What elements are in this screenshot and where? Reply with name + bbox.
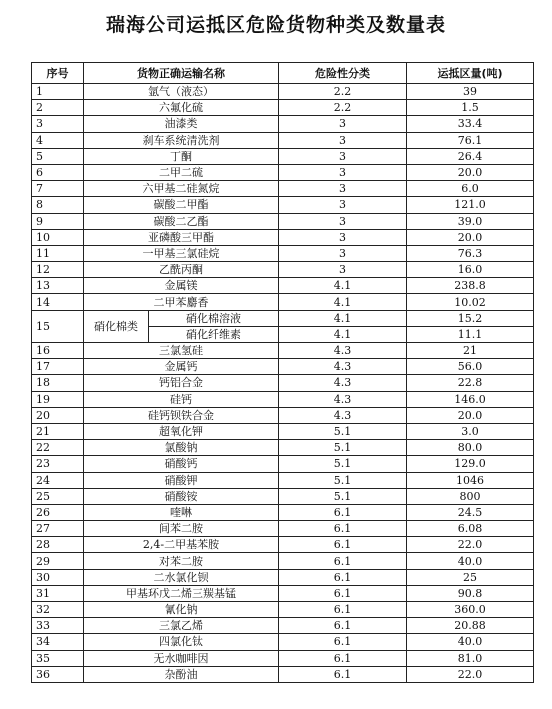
cell-goods-name: 油漆类 — [84, 116, 279, 132]
cell-quantity: 56.0 — [407, 359, 534, 375]
cell-hazard-class: 6.1 — [279, 618, 407, 634]
cell-hazard-class: 3 — [279, 229, 407, 245]
cell-quantity: 26.4 — [407, 148, 534, 164]
cell-goods-name: 杂酚油 — [84, 666, 279, 682]
cell-quantity: 146.0 — [407, 391, 534, 407]
cell-quantity: 20.0 — [407, 164, 534, 180]
cell-hazard-class: 4.3 — [279, 359, 407, 375]
cell-quantity: 40.0 — [407, 634, 534, 650]
cell-group-name: 硝化棉类 — [84, 310, 149, 342]
cell-goods-name: 间苯二胺 — [84, 521, 279, 537]
cell-quantity: 25 — [407, 569, 534, 585]
table-row — [32, 359, 534, 375]
table-row — [32, 634, 534, 650]
header-quantity: 运抵区量(吨) — [407, 63, 534, 84]
cell-sub-goods-name: 硝化纤维素 — [149, 326, 279, 342]
table-row — [32, 116, 534, 132]
cell-hazard-class: 4.1 — [279, 294, 407, 310]
cell-serial-no: 9 — [32, 213, 84, 229]
cell-serial-no: 15 — [32, 310, 84, 342]
cell-goods-name: 丁酮 — [84, 148, 279, 164]
cell-goods-name: 氩气（液态） — [84, 84, 279, 100]
table-row — [32, 213, 534, 229]
cell-goods-name: 金属镁 — [84, 278, 279, 294]
cell-quantity: 20.88 — [407, 618, 534, 634]
cell-hazard-class: 6.1 — [279, 553, 407, 569]
table-row — [32, 440, 534, 456]
table-row — [32, 553, 534, 569]
cell-hazard-class: 6.1 — [279, 666, 407, 682]
cell-goods-name: 四氯化钛 — [84, 634, 279, 650]
cell-serial-no: 17 — [32, 359, 84, 375]
cell-goods-name: 硅钙 — [84, 391, 279, 407]
cell-quantity: 800 — [407, 488, 534, 504]
cell-hazard-class: 3 — [279, 132, 407, 148]
cell-serial-no: 16 — [32, 343, 84, 359]
table-row — [32, 181, 534, 197]
cell-hazard-class: 5.1 — [279, 472, 407, 488]
cell-hazard-class: 4.1 — [279, 278, 407, 294]
cell-serial-no: 27 — [32, 521, 84, 537]
header-serial-no: 序号 — [32, 63, 84, 84]
cell-serial-no: 26 — [32, 504, 84, 520]
cell-quantity: 20.0 — [407, 407, 534, 423]
cell-serial-no: 32 — [32, 602, 84, 618]
cell-hazard-class: 6.1 — [279, 569, 407, 585]
table-row — [32, 504, 534, 520]
table-row — [32, 391, 534, 407]
table-row — [32, 650, 534, 666]
cell-quantity: 21 — [407, 343, 534, 359]
cell-serial-no: 35 — [32, 650, 84, 666]
cell-serial-no: 7 — [32, 181, 84, 197]
cell-serial-no: 21 — [32, 423, 84, 439]
cell-hazard-class: 3 — [279, 164, 407, 180]
cell-serial-no: 25 — [32, 488, 84, 504]
cell-quantity: 16.0 — [407, 262, 534, 278]
table-row — [32, 456, 534, 472]
table-header-row — [32, 63, 534, 84]
cell-serial-no: 28 — [32, 537, 84, 553]
cell-serial-no: 30 — [32, 569, 84, 585]
cell-goods-name: 钙铝合金 — [84, 375, 279, 391]
cell-hazard-class: 3 — [279, 262, 407, 278]
cell-quantity: 10.02 — [407, 294, 534, 310]
cell-quantity: 3.0 — [407, 423, 534, 439]
cell-quantity: 40.0 — [407, 553, 534, 569]
table-row — [32, 375, 534, 391]
cell-serial-no: 19 — [32, 391, 84, 407]
cell-quantity: 15.2 — [407, 310, 534, 326]
table-row — [32, 310, 534, 326]
table-row — [32, 569, 534, 585]
table-row — [32, 537, 534, 553]
cell-serial-no: 23 — [32, 456, 84, 472]
cell-hazard-class: 3 — [279, 181, 407, 197]
table-row — [32, 472, 534, 488]
cell-hazard-class: 3 — [279, 148, 407, 164]
cell-quantity: 90.8 — [407, 585, 534, 601]
cell-quantity: 1046 — [407, 472, 534, 488]
cell-hazard-class: 5.1 — [279, 488, 407, 504]
cell-goods-name: 硅钙钡铁合金 — [84, 407, 279, 423]
cell-hazard-class: 3 — [279, 213, 407, 229]
page-title: 瑞海公司运抵区危险货物种类及数量表 — [105, 14, 446, 36]
cell-serial-no: 20 — [32, 407, 84, 423]
cell-goods-name: 一甲基三氯硅烷 — [84, 245, 279, 261]
cell-hazard-class: 4.3 — [279, 391, 407, 407]
cell-serial-no: 5 — [32, 148, 84, 164]
cell-serial-no: 14 — [32, 294, 84, 310]
cell-serial-no: 8 — [32, 197, 84, 213]
cell-quantity: 39 — [407, 84, 534, 100]
cell-quantity: 80.0 — [407, 440, 534, 456]
header-hazard-class: 危险性分类 — [279, 63, 407, 84]
cell-hazard-class: 5.1 — [279, 440, 407, 456]
cell-goods-name: 对苯二胺 — [84, 553, 279, 569]
cell-quantity: 6.0 — [407, 181, 534, 197]
cell-serial-no: 33 — [32, 618, 84, 634]
cell-goods-name: 三氯乙烯 — [84, 618, 279, 634]
cell-hazard-class: 4.1 — [279, 310, 407, 326]
cell-serial-no: 22 — [32, 440, 84, 456]
cell-serial-no: 11 — [32, 245, 84, 261]
cell-goods-name: 六氟化硫 — [84, 100, 279, 116]
cell-serial-no: 24 — [32, 472, 84, 488]
cell-serial-no: 1 — [32, 84, 84, 100]
cell-hazard-class: 4.1 — [279, 326, 407, 342]
table-row — [32, 488, 534, 504]
cell-hazard-class: 3 — [279, 116, 407, 132]
cell-hazard-class: 6.1 — [279, 504, 407, 520]
table-row — [32, 229, 534, 245]
cell-goods-name: 刹车系统清洗剂 — [84, 132, 279, 148]
cell-serial-no: 2 — [32, 100, 84, 116]
cell-hazard-class: 6.1 — [279, 650, 407, 666]
cell-hazard-class: 2.2 — [279, 84, 407, 100]
cell-serial-no: 10 — [32, 229, 84, 245]
cell-goods-name: 二水氯化钡 — [84, 569, 279, 585]
cell-goods-name: 超氧化钾 — [84, 423, 279, 439]
cell-serial-no: 29 — [32, 553, 84, 569]
cell-hazard-class: 5.1 — [279, 423, 407, 439]
cell-goods-name: 喹啉 — [84, 504, 279, 520]
cell-serial-no: 12 — [32, 262, 84, 278]
table-row — [32, 423, 534, 439]
cell-hazard-class: 3 — [279, 245, 407, 261]
table-row — [32, 84, 534, 100]
cell-hazard-class: 3 — [279, 197, 407, 213]
cell-hazard-class: 5.1 — [279, 456, 407, 472]
cell-quantity: 76.1 — [407, 132, 534, 148]
table-row — [32, 164, 534, 180]
table-row — [32, 262, 534, 278]
table-row — [32, 148, 534, 164]
cell-goods-name: 碳酸二乙酯 — [84, 213, 279, 229]
table-row — [32, 521, 534, 537]
table-row — [32, 245, 534, 261]
cell-quantity: 20.0 — [407, 229, 534, 245]
cell-quantity: 24.5 — [407, 504, 534, 520]
table-body — [32, 84, 534, 683]
cell-serial-no: 31 — [32, 585, 84, 601]
cell-hazard-class: 4.3 — [279, 375, 407, 391]
cell-goods-name: 氯酸钠 — [84, 440, 279, 456]
cell-goods-name: 碳酸二甲酯 — [84, 197, 279, 213]
header-goods-name: 货物正确运输名称 — [84, 63, 279, 84]
cell-goods-name: 亚磷酸三甲酯 — [84, 229, 279, 245]
cell-serial-no: 4 — [32, 132, 84, 148]
table-row — [32, 132, 534, 148]
table-row — [32, 197, 534, 213]
cell-hazard-class: 6.1 — [279, 602, 407, 618]
cell-serial-no: 13 — [32, 278, 84, 294]
cell-hazard-class: 6.1 — [279, 537, 407, 553]
cell-quantity: 11.1 — [407, 326, 534, 342]
cell-quantity: 22.0 — [407, 666, 534, 682]
table-row — [32, 100, 534, 116]
cell-serial-no: 34 — [32, 634, 84, 650]
cell-hazard-class: 4.3 — [279, 407, 407, 423]
cell-quantity: 22.8 — [407, 375, 534, 391]
cell-quantity: 33.4 — [407, 116, 534, 132]
cell-goods-name: 氰化钠 — [84, 602, 279, 618]
cell-quantity: 76.3 — [407, 245, 534, 261]
table-row — [32, 585, 534, 601]
cell-goods-name: 硝酸钾 — [84, 472, 279, 488]
cell-quantity: 81.0 — [407, 650, 534, 666]
cell-quantity: 129.0 — [407, 456, 534, 472]
cell-quantity: 238.8 — [407, 278, 534, 294]
cell-hazard-class: 2.2 — [279, 100, 407, 116]
cell-goods-name: 硝酸钙 — [84, 456, 279, 472]
cell-goods-name: 三氯氢硅 — [84, 343, 279, 359]
table-row — [32, 407, 534, 423]
cell-hazard-class: 6.1 — [279, 521, 407, 537]
cell-serial-no: 36 — [32, 666, 84, 682]
table-row — [32, 618, 534, 634]
cell-goods-name: 金属钙 — [84, 359, 279, 375]
cell-quantity: 6.08 — [407, 521, 534, 537]
table-row — [32, 294, 534, 310]
cell-goods-name: 二甲二硫 — [84, 164, 279, 180]
table-row — [32, 602, 534, 618]
cell-hazard-class: 6.1 — [279, 634, 407, 650]
cell-goods-name: 无水咖啡因 — [84, 650, 279, 666]
cell-goods-name: 硝酸铵 — [84, 488, 279, 504]
cell-goods-name: 2,4-二甲基苯胺 — [84, 537, 279, 553]
cell-goods-name: 二甲苯麝香 — [84, 294, 279, 310]
cell-quantity: 1.5 — [407, 100, 534, 116]
table-row — [32, 343, 534, 359]
cell-sub-goods-name: 硝化棉溶液 — [149, 310, 279, 326]
dangerous-goods-table — [31, 62, 534, 683]
cell-goods-name: 甲基环戊二烯三羰基锰 — [84, 585, 279, 601]
cell-goods-name: 乙酰丙酮 — [84, 262, 279, 278]
cell-quantity: 360.0 — [407, 602, 534, 618]
table-row — [32, 278, 534, 294]
cell-goods-name: 六甲基二硅氮烷 — [84, 181, 279, 197]
cell-hazard-class: 6.1 — [279, 585, 407, 601]
cell-quantity: 121.0 — [407, 197, 534, 213]
cell-hazard-class: 4.3 — [279, 343, 407, 359]
cell-serial-no: 18 — [32, 375, 84, 391]
table-row — [32, 666, 534, 682]
cell-quantity: 22.0 — [407, 537, 534, 553]
cell-quantity: 39.0 — [407, 213, 534, 229]
cell-serial-no: 3 — [32, 116, 84, 132]
cell-serial-no: 6 — [32, 164, 84, 180]
